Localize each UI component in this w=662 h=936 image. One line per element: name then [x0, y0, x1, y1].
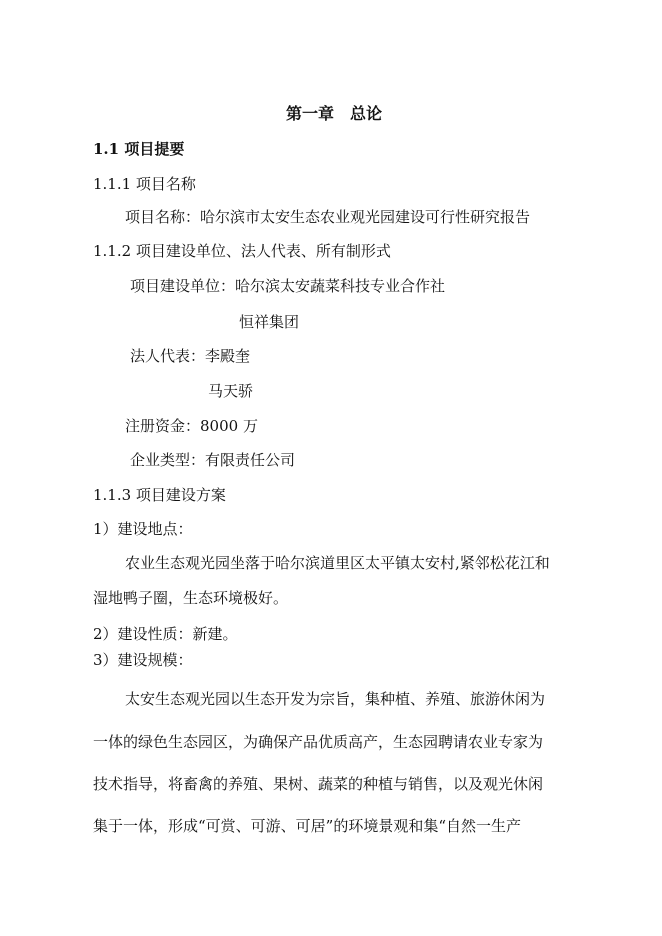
- scale-paragraph-line-4: 集于一体，形成“可赏、可游、可居”的环境景观和集“自然一生产: [93, 817, 522, 835]
- chapter-title: 第一章 总论: [286, 104, 383, 123]
- list-item-2: 2）建设性质：新建。: [93, 625, 238, 643]
- location-paragraph-line-2: 湿地鸭子圈，生态环境极好。: [93, 589, 289, 607]
- scale-paragraph-line-3: 技术指导，将畜禽的养殖、果树、蔬菜的种植与销售，以及观光休闲: [93, 775, 544, 793]
- subsection-heading-1-1-2: 1.1.2 项目建设单位、法人代表、所有制形式: [93, 242, 391, 260]
- construction-unit-line-2: 恒祥集团: [239, 313, 300, 331]
- enterprise-type-line: 企业类型：有限责任公司: [130, 451, 296, 469]
- subsection-heading-1-1-1: 1.1.1 项目名称: [93, 175, 196, 193]
- legal-representative-line-2: 马天骄: [208, 382, 254, 400]
- section-heading-1-1: 1.1 项目提要: [93, 140, 185, 158]
- scale-paragraph-line-2: 一体的绿色生态园区，为确保产品优质高产，生态园聘请农业专家为: [93, 733, 544, 751]
- scale-paragraph-line-1: 太安生态观光园以生态开发为宗旨，集种植、养殖、旅游休闲为: [125, 690, 546, 708]
- construction-unit-line: 项目建设单位：哈尔滨太安蔬菜科技专业合作社: [130, 277, 446, 295]
- registered-capital-line: 注册资金：8000 万: [125, 417, 258, 435]
- list-item-1: 1）建设地点：: [93, 520, 193, 538]
- subsection-heading-1-1-3: 1.1.3 项目建设方案: [93, 486, 226, 504]
- location-paragraph-line-1: 农业生态观光园坐落于哈尔滨道里区太平镇太安村,紧邻松花江和: [125, 554, 550, 572]
- project-name-line: 项目名称：哈尔滨市太安生态农业观光园建设可行性研究报告: [125, 208, 531, 226]
- legal-representative-line: 法人代表：李殿奎: [130, 347, 251, 365]
- list-item-3: 3）建设规模：: [93, 651, 193, 669]
